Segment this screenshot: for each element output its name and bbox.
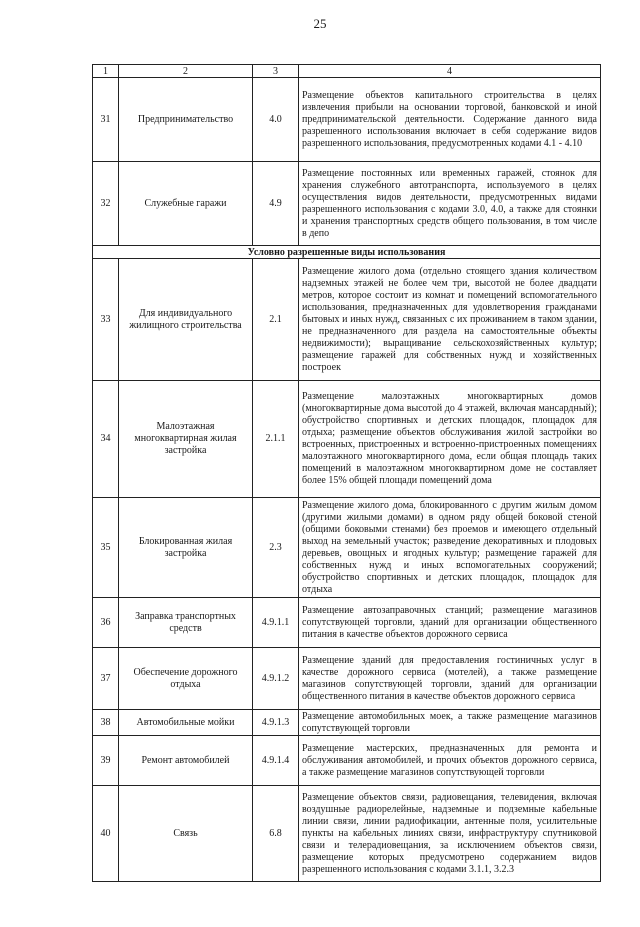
table-row (93, 78, 601, 162)
use-type-description: Размещение объектов капитального строительства в целях извлечения прибыли на основании торговой, банковской и иной предпринимательской деятельности. Содержание данного вида разрешенного использования включает в себя содержание видов разрешенного использования, предусмотренных кодами 4.1 - 4.10 (299, 78, 601, 162)
header-col-3: 3 (253, 65, 299, 78)
header-col-1: 1 (93, 65, 119, 78)
section-title: Условно разрешенные виды использования (93, 246, 601, 259)
use-type-name: Заправка транспортных средств (119, 598, 253, 648)
table-row (93, 498, 601, 598)
use-type-description: Размещение объектов связи, радиовещания, телевидения, включая воздушные радиорелейные, надземные и подземные кабельные линии связи, линии радиофикации, антенные поля, усилительные пункты на кабельных линиях связи, инфраструктуру спутниковой связи и телерадиовещания, за исключением объектов связи, размещение которых предусмотрено содержанием видов разрешенного использования с кодами 3.1.1, 3.2.3 (299, 786, 601, 882)
use-type-code: 6.8 (253, 786, 299, 882)
row-number: 33 (93, 259, 119, 381)
use-type-description: Размещение жилого дома (отдельно стоящего здания количеством надземных этажей не более чем три, высотой не более двадцати метров, которое состоит из комнат и помещений вспомогательного использования, предназначенных для удовлетворения гражданами бытовых и иных нужд, связанных с их проживанием в таком здании, не предназначенного для раздела на самостоятельные объекты недвижимости); выращивание сельскохозяйственных культур; размещение гаражей для собственных нужд и хозяйственных построек (299, 259, 601, 381)
table-row (93, 786, 601, 882)
use-type-name: Малоэтажная многоквартирная жилая застройка (119, 381, 253, 498)
use-type-code: 4.9.1.1 (253, 598, 299, 648)
row-number: 34 (93, 381, 119, 498)
row-number: 39 (93, 736, 119, 786)
use-type-name: Предпринимательство (119, 78, 253, 162)
use-type-code: 2.1.1 (253, 381, 299, 498)
use-type-description: Размещение малоэтажных многоквартирных домов (многоквартирные дома высотой до 4 этажей, включая мансардный); обустройство спортивных и детских площадок, площадок для отдыха; размещение объектов обслуживания жилой застройки во встроенных, пристроенных и встроенно-пристроенных помещениях малоэтажного многоквартирного дома, если общая площадь таких помещений в малоэтажном многоквартирном доме не составляет более 15% общей площади помещений дома (299, 381, 601, 498)
row-number: 31 (93, 78, 119, 162)
use-type-name: Для индивидуального жилищного строительства (119, 259, 253, 381)
use-type-code: 2.1 (253, 259, 299, 381)
table-header-row (93, 65, 601, 78)
use-type-code: 4.9.1.3 (253, 710, 299, 736)
use-type-name: Ремонт автомобилей (119, 736, 253, 786)
use-type-name: Блокированная жилая застройка (119, 498, 253, 598)
row-number: 36 (93, 598, 119, 648)
table-row (93, 710, 601, 736)
row-number: 40 (93, 786, 119, 882)
use-type-code: 4.9 (253, 162, 299, 246)
use-type-name: Связь (119, 786, 253, 882)
table-row (93, 259, 601, 381)
use-type-description: Размещение автомобильных моек, а также размещение магазинов сопутствующей торговли (299, 710, 601, 736)
use-type-description: Размещение мастерских, предназначенных для ремонта и обслуживания автомобилей, и прочих объектов дорожного сервиса, а также размещение магазинов сопутствующей торговли (299, 736, 601, 786)
row-number: 37 (93, 648, 119, 710)
row-number: 32 (93, 162, 119, 246)
table-row (93, 598, 601, 648)
use-type-description: Размещение зданий для предоставления гостиничных услуг в качестве дорожного сервиса (мотелей), а также размещение магазинов сопутствующей торговли, зданий для организации общественного питания в качестве объектов дорожного сервиса (299, 648, 601, 710)
use-type-code: 4.0 (253, 78, 299, 162)
table-row (93, 162, 601, 246)
use-type-description: Размещение жилого дома, блокированного с другим жилым домом (другими жилыми домами) в одном ряду общей боковой стеной (общими боковыми стенами) без проемов и имеющего отдельный выход на земельный участок; разведение декоративных и плодовых деревьев, овощных и ягодных культур; размещение гаражей для собственных нужд и иных вспомогательных сооружений; обустройство спортивных и детских площадок, площадок для отдыха (299, 498, 601, 598)
page-number: 25 (313, 16, 327, 31)
use-type-name: Служебные гаражи (119, 162, 253, 246)
use-type-name: Автомобильные мойки (119, 710, 253, 736)
section-header-row (93, 246, 601, 259)
use-type-description: Размещение автозаправочных станций; размещение магазинов сопутствующей торговли, зданий для организации общественного питания в качестве объектов дорожного сервиса (299, 598, 601, 648)
table-row (93, 736, 601, 786)
header-col-2: 2 (119, 65, 253, 78)
use-type-code: 4.9.1.2 (253, 648, 299, 710)
use-type-code: 2.3 (253, 498, 299, 598)
row-number: 35 (93, 498, 119, 598)
table-row (93, 648, 601, 710)
use-type-name: Обеспечение дорожного отдыха (119, 648, 253, 710)
use-type-code: 4.9.1.4 (253, 736, 299, 786)
row-number: 38 (93, 710, 119, 736)
use-type-description: Размещение постоянных или временных гаражей, стоянок для хранения служебного автотранспорта, используемого в целях осуществления видов деятельности, предусмотренных видами разрешенного использования с кодами 3.0, 4.0, а также для стоянки и хранения транспортных средств общего пользования, в том числе в депо (299, 162, 601, 246)
table-row (93, 381, 601, 498)
header-col-4: 4 (299, 65, 601, 78)
land-use-table (92, 64, 601, 882)
